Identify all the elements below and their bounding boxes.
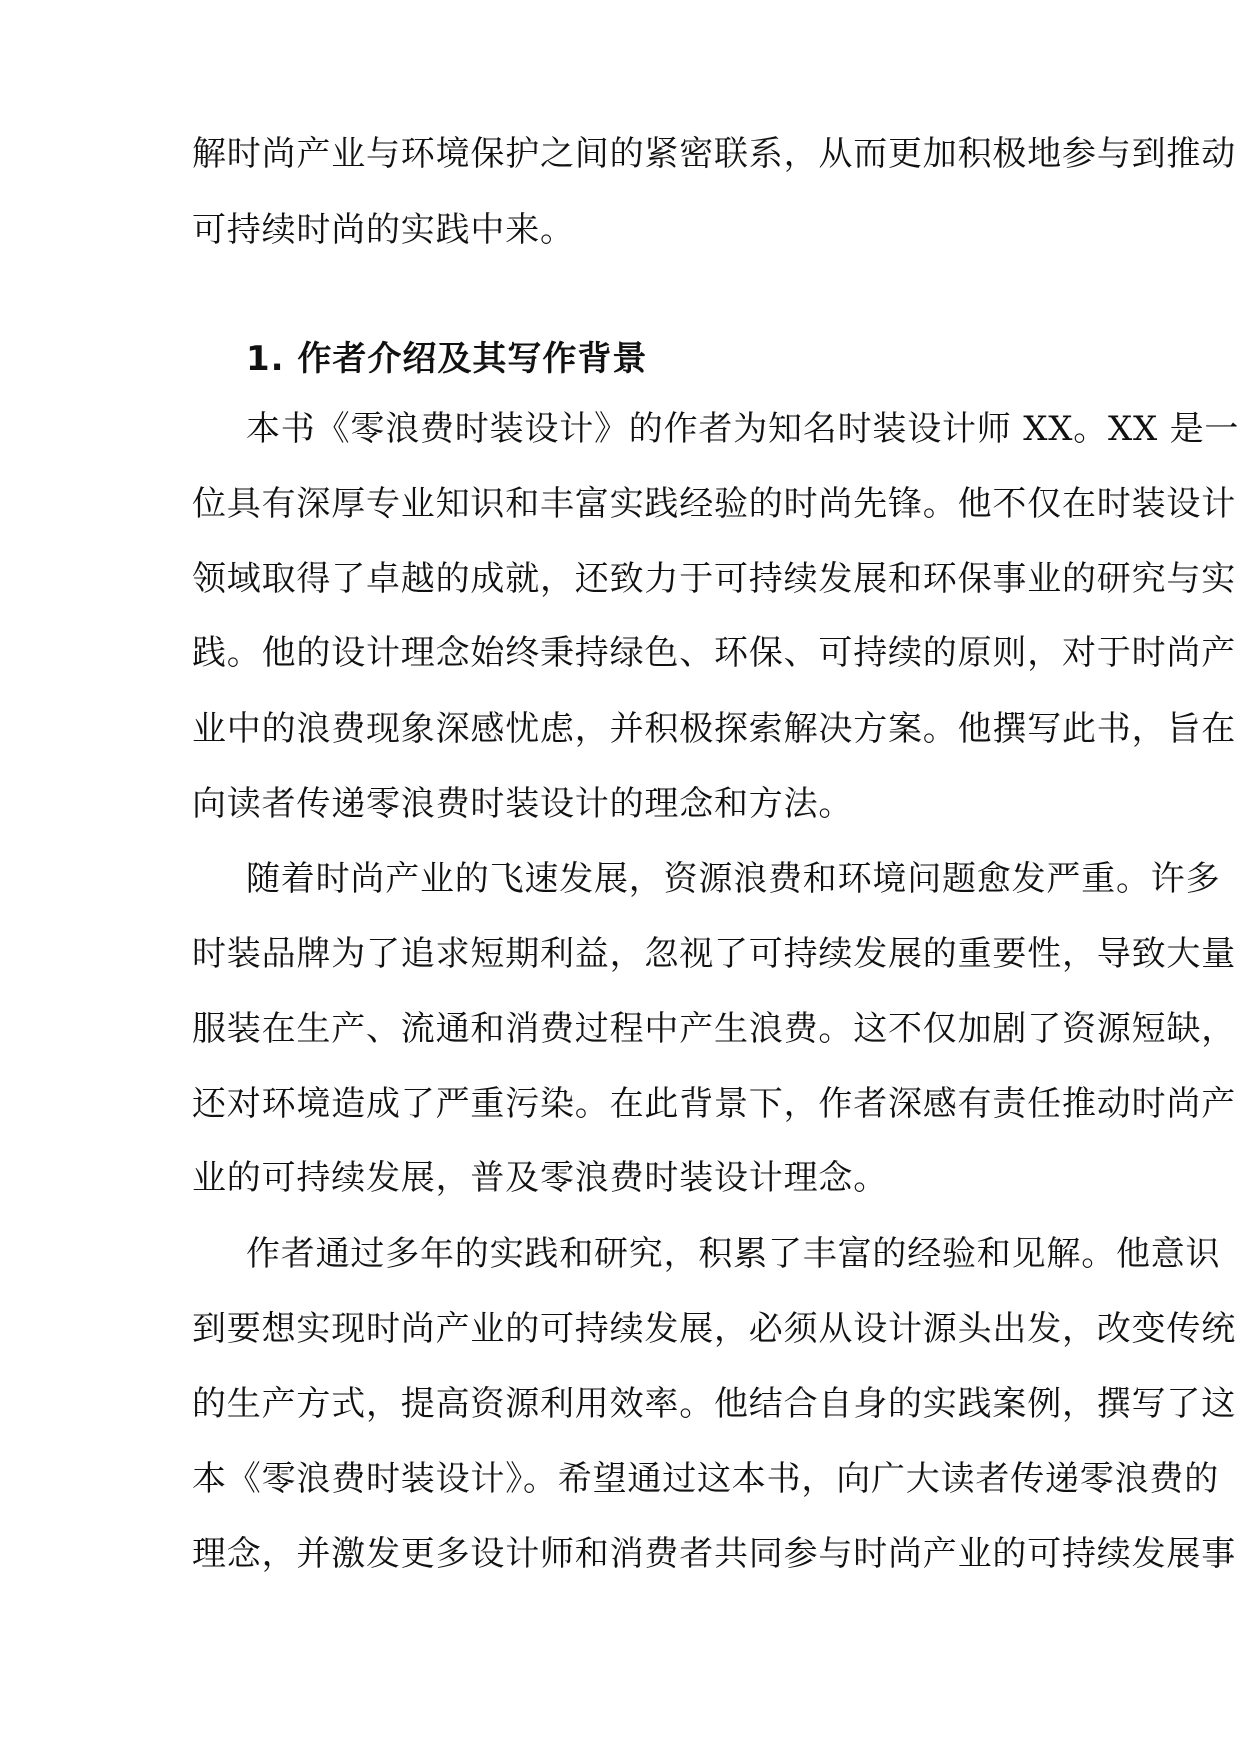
text-line: 时装品牌为了追求短期利益，忽视了可持续发展的重要性，导致大量 xyxy=(192,934,1236,974)
text-line: 的生产方式，提高资源利用效率。他结合自身的实践案例，撰写了这 xyxy=(192,1384,1236,1424)
text-line: 领域取得了卓越的成就，还致力于可持续发展和环保事业的研究与实 xyxy=(192,559,1236,599)
section-heading: 1. 作者介绍及其写作背景 xyxy=(246,339,648,379)
text-line: 本《零浪费时装设计》。希望通过这本书，向广大读者传递零浪费的 xyxy=(192,1459,1219,1499)
text-line: 向读者传递零浪费时装设计的理念和方法。 xyxy=(192,784,854,824)
text-line: 业中的浪费现象深感忧虑，并积极探索解决方案。他撰写此书，旨在 xyxy=(192,709,1236,749)
text-line: 解时尚产业与环境保护之间的紧密联系，从而更加积极地参与到推动 xyxy=(192,134,1236,174)
text-line: 到要想实现时尚产业的可持续发展，必须从设计源头出发，改变传统 xyxy=(192,1309,1236,1349)
text-line: 还对环境造成了严重污染。在此背景下，作者深感有责任推动时尚产 xyxy=(192,1084,1236,1124)
text-line: 位具有深厚专业知识和丰富实践经验的时尚先锋。他不仅在时装设计 xyxy=(192,484,1236,524)
text-line: 本书《零浪费时装设计》的作者为知名时装设计师 XX。XX 是一 xyxy=(246,409,1240,449)
text-line: 可持续时尚的实践中来。 xyxy=(192,210,575,250)
text-line: 践。他的设计理念始终秉持绿色、环保、可持续的原则，对于时尚产 xyxy=(192,633,1236,673)
text-line: 服装在生产、流通和消费过程中产生浪费。这不仅加剧了资源短缺， xyxy=(192,1009,1236,1049)
text-line: 业的可持续发展，普及零浪费时装设计理念。 xyxy=(192,1158,888,1198)
text-line: 随着时尚产业的飞速发展，资源浪费和环境问题愈发严重。许多 xyxy=(246,859,1221,899)
text-line: 理念，并激发更多设计师和消费者共同参与时尚产业的可持续发展事 xyxy=(192,1534,1236,1574)
text-line: 作者通过多年的实践和研究，积累了丰富的经验和见解。他意识 xyxy=(246,1234,1221,1274)
